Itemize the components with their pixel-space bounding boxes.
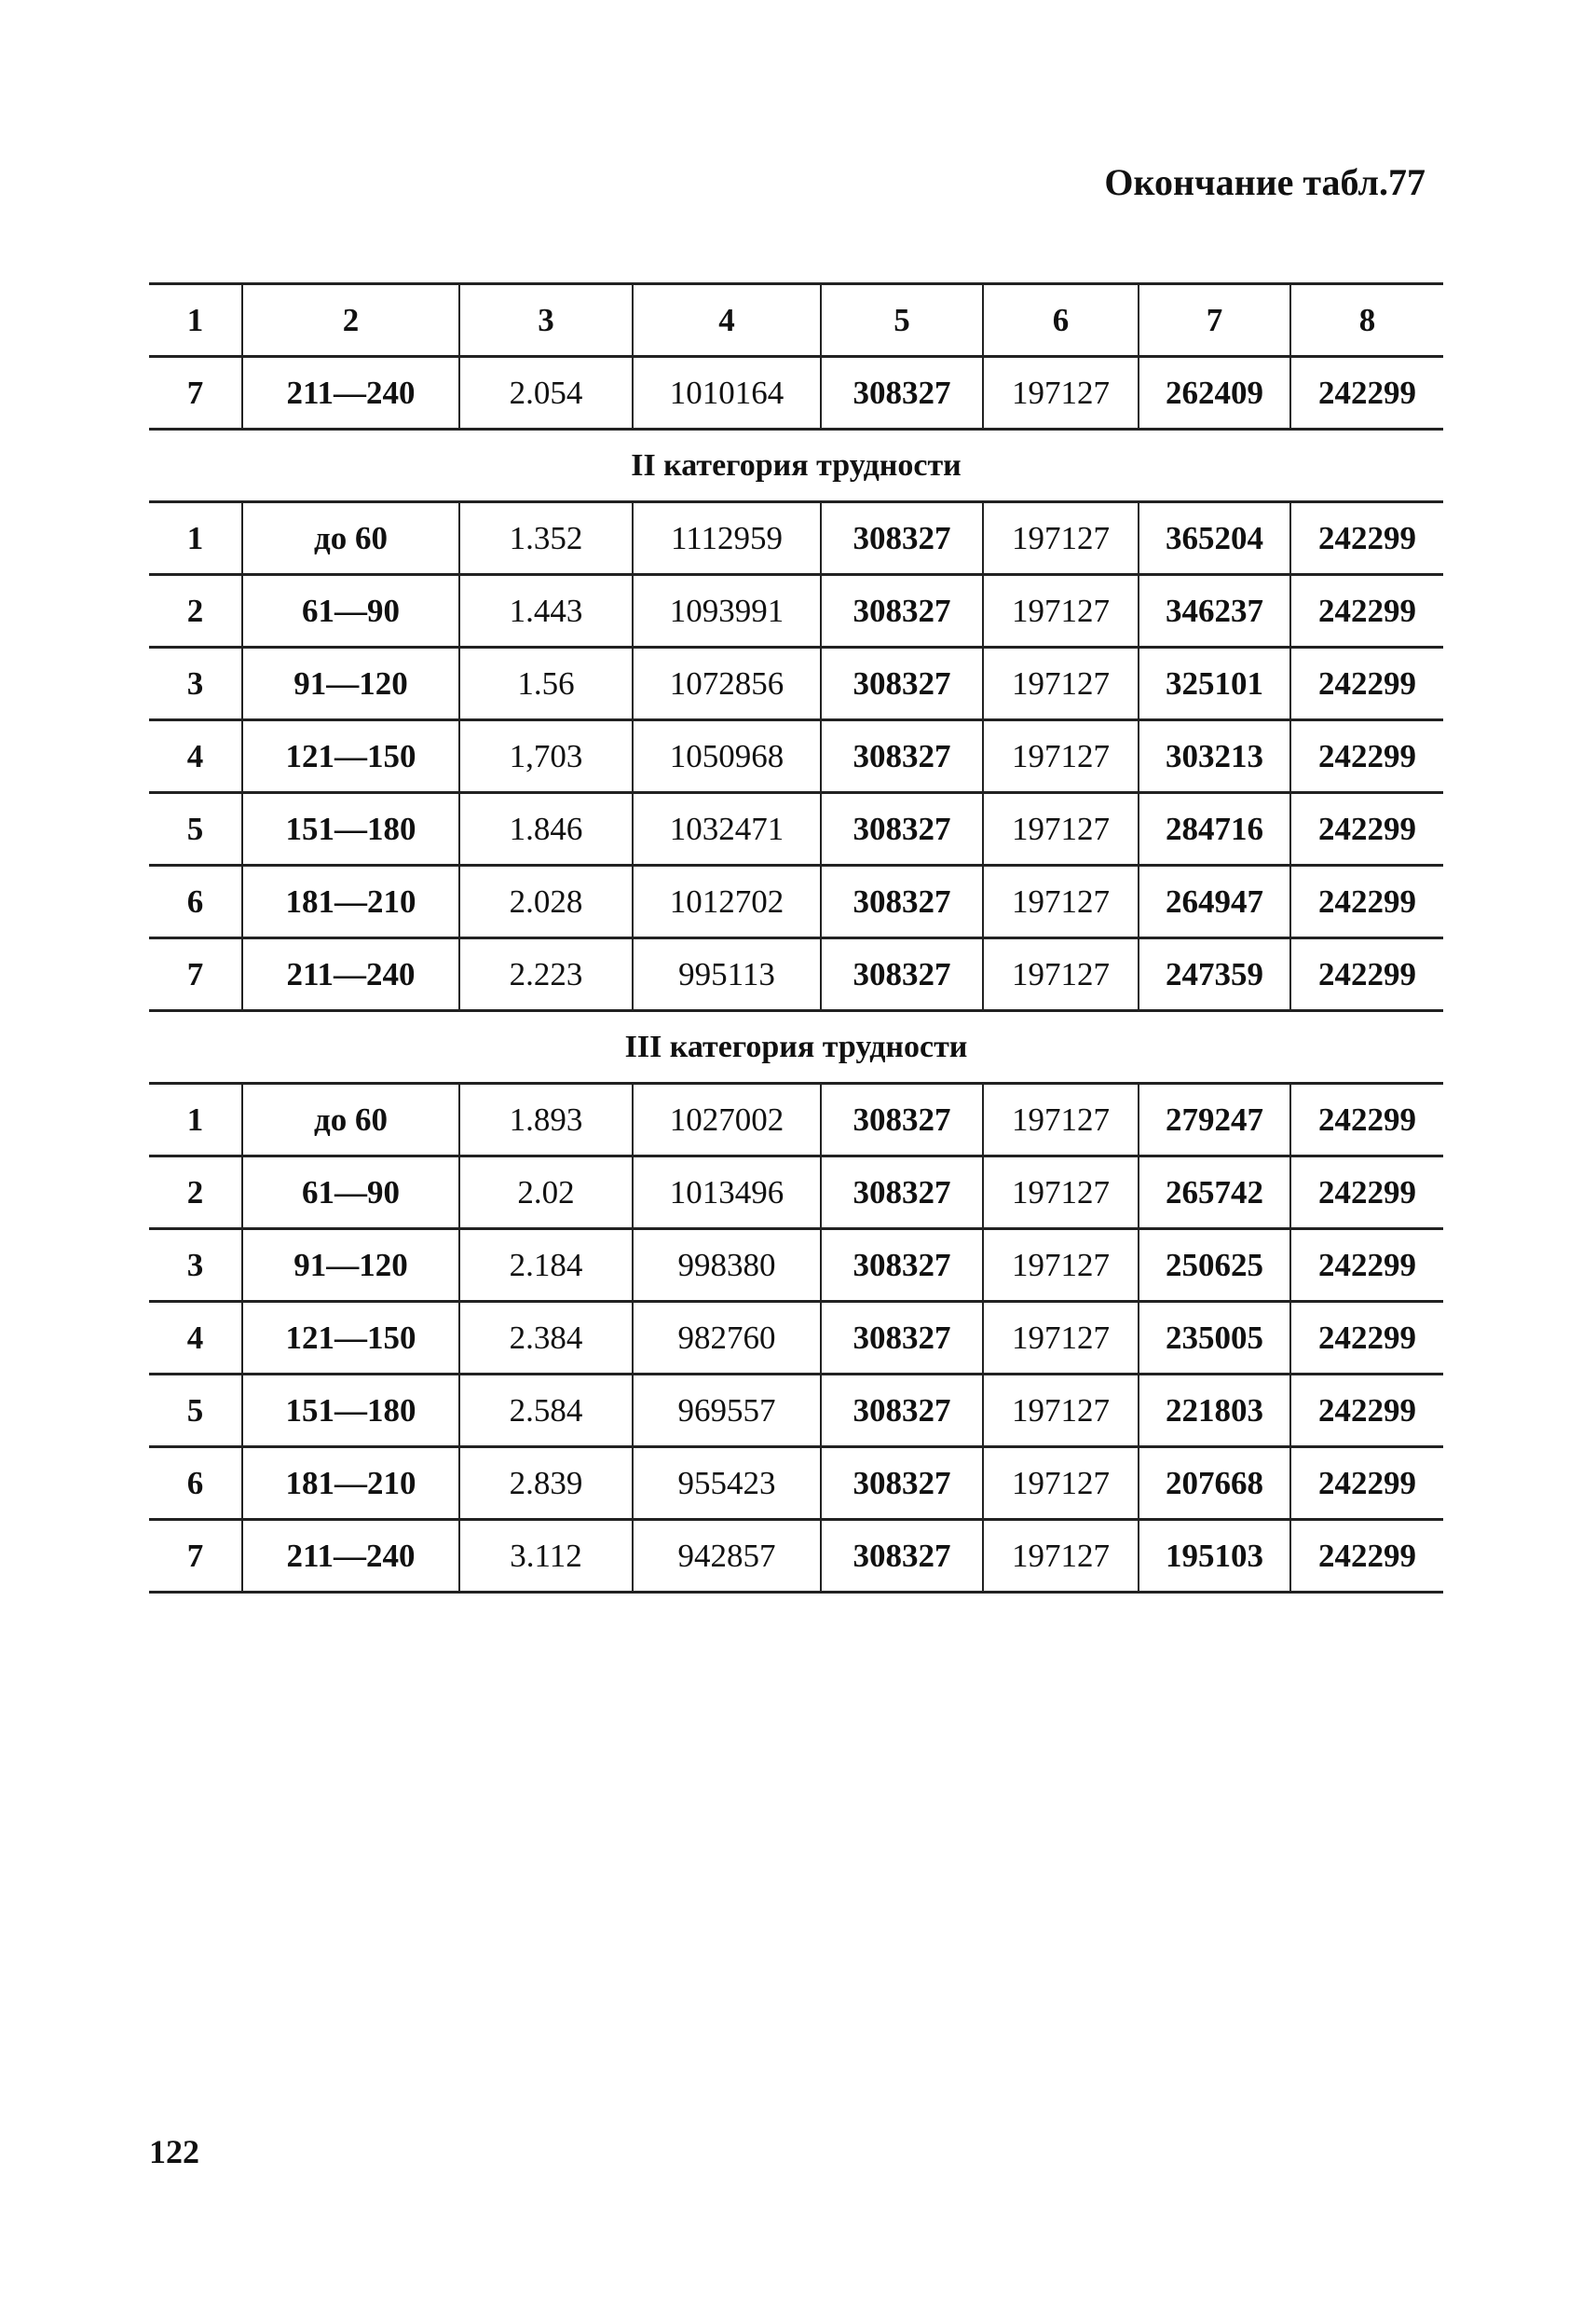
table-cell: 308327	[821, 938, 983, 1011]
table-cell: 264947	[1139, 866, 1290, 938]
table-cell: 2.02	[459, 1156, 633, 1229]
table-cell: 284716	[1139, 793, 1290, 866]
table-cell: 1.846	[459, 793, 633, 866]
table-cell: 91—120	[242, 648, 459, 720]
table-cell: 211—240	[242, 938, 459, 1011]
table-cell: 308327	[821, 575, 983, 648]
table-cell: 308327	[821, 502, 983, 575]
table-cell: 211—240	[242, 357, 459, 430]
table-cell: 7	[149, 1520, 242, 1593]
table-row	[149, 1229, 1443, 1302]
table-row	[149, 720, 1443, 793]
table-cell: 7	[149, 938, 242, 1011]
header-cell: 4	[633, 284, 821, 357]
header-cell: 7	[1139, 284, 1290, 357]
table-cell: 61—90	[242, 575, 459, 648]
table-cell: 242299	[1290, 575, 1443, 648]
table-cell: 942857	[633, 1520, 821, 1593]
table-cell: 242299	[1290, 357, 1443, 430]
table-cell: 242299	[1290, 1447, 1443, 1520]
table-cell: 1050968	[633, 720, 821, 793]
table-cell: 308327	[821, 866, 983, 938]
table-cell: 242299	[1290, 648, 1443, 720]
table-cell: 242299	[1290, 1302, 1443, 1375]
table-cell: 242299	[1290, 1375, 1443, 1447]
table-cell: 7	[149, 357, 242, 430]
section-title: III категория трудности	[149, 1011, 1443, 1084]
table-cell: 197127	[983, 357, 1139, 430]
table-row	[149, 575, 1443, 648]
table-row	[149, 357, 1443, 430]
table-cell: 91—120	[242, 1229, 459, 1302]
table-cell: 1093991	[633, 575, 821, 648]
table-cell: 308327	[821, 1447, 983, 1520]
header-cell: 1	[149, 284, 242, 357]
table-row	[149, 1375, 1443, 1447]
table-cell: 1072856	[633, 648, 821, 720]
table-cell: 207668	[1139, 1447, 1290, 1520]
table-cell: 6	[149, 866, 242, 938]
table-row	[149, 1302, 1443, 1375]
header-row	[149, 284, 1443, 357]
table-cell: 265742	[1139, 1156, 1290, 1229]
table-body	[149, 284, 1443, 1593]
table-cell: 2.054	[459, 357, 633, 430]
table-cell: 242299	[1290, 1156, 1443, 1229]
table-cell: 197127	[983, 793, 1139, 866]
header-cell: 2	[242, 284, 459, 357]
table-cell: 308327	[821, 720, 983, 793]
table-cell: 242299	[1290, 1520, 1443, 1593]
table-cell: 1032471	[633, 793, 821, 866]
table-cell: 197127	[983, 648, 1139, 720]
table-cell: 1	[149, 502, 242, 575]
table-cell: 242299	[1290, 720, 1443, 793]
table-cell: 121—150	[242, 720, 459, 793]
table-cell: 235005	[1139, 1302, 1290, 1375]
table-cell: 5	[149, 1375, 242, 1447]
table-cell: 6	[149, 1447, 242, 1520]
table-cell: 197127	[983, 1229, 1139, 1302]
table-cell: 181—210	[242, 1447, 459, 1520]
table-cell: 242299	[1290, 1084, 1443, 1156]
table-cell: 308327	[821, 1375, 983, 1447]
table-cell: 308327	[821, 1520, 983, 1593]
table-cell: 308327	[821, 1156, 983, 1229]
table-cell: 197127	[983, 720, 1139, 793]
table-cell: 2.184	[459, 1229, 633, 1302]
table-row	[149, 648, 1443, 720]
table-row	[149, 1447, 1443, 1520]
table-cell: 1013496	[633, 1156, 821, 1229]
table-cell: 197127	[983, 502, 1139, 575]
table-cell: 3.112	[459, 1520, 633, 1593]
table-row	[149, 866, 1443, 938]
table-cell: 197127	[983, 1084, 1139, 1156]
table-row	[149, 1520, 1443, 1593]
table-cell: 2.839	[459, 1447, 633, 1520]
table-cell: 308327	[821, 1302, 983, 1375]
table-row	[149, 1156, 1443, 1229]
table-cell: 955423	[633, 1447, 821, 1520]
section-row-iii	[149, 1011, 1443, 1084]
header-cell: 8	[1290, 284, 1443, 357]
header-cell: 3	[459, 284, 633, 357]
table-cell: 1.352	[459, 502, 633, 575]
table-cell: 308327	[821, 648, 983, 720]
table-row	[149, 938, 1443, 1011]
table-cell: 346237	[1139, 575, 1290, 648]
table-cell: 2.223	[459, 938, 633, 1011]
table-cell: 3	[149, 1229, 242, 1302]
table-cell: 197127	[983, 1302, 1139, 1375]
table-cell: 151—180	[242, 793, 459, 866]
table-cell: 1	[149, 1084, 242, 1156]
table-cell: 308327	[821, 1084, 983, 1156]
table-cell: 1027002	[633, 1084, 821, 1156]
table-cell: 998380	[633, 1229, 821, 1302]
header-cell: 6	[983, 284, 1139, 357]
table-cell: 2	[149, 1156, 242, 1229]
table-cell: 250625	[1139, 1229, 1290, 1302]
table-cell: 197127	[983, 866, 1139, 938]
table-cell: 2.584	[459, 1375, 633, 1447]
table-cell: 247359	[1139, 938, 1290, 1011]
table-cell: 2	[149, 575, 242, 648]
table-cell: 242299	[1290, 502, 1443, 575]
table-row	[149, 793, 1443, 866]
table-cell: 969557	[633, 1375, 821, 1447]
table-cell: до 60	[242, 502, 459, 575]
page-number: 122	[149, 2133, 199, 2170]
table-cell: 3	[149, 648, 242, 720]
table-cell: 262409	[1139, 357, 1290, 430]
table-cell: 2.028	[459, 866, 633, 938]
table-cell: 197127	[983, 1447, 1139, 1520]
table-cell: 197127	[983, 938, 1139, 1011]
table-cell: 221803	[1139, 1375, 1290, 1447]
table-cell: 242299	[1290, 866, 1443, 938]
table-cell: 121—150	[242, 1302, 459, 1375]
table-cell: 279247	[1139, 1084, 1290, 1156]
table-cell: 1112959	[633, 502, 821, 575]
table-cell: 195103	[1139, 1520, 1290, 1593]
table-cell: 151—180	[242, 1375, 459, 1447]
table-cell: 5	[149, 793, 242, 866]
table-cell: 303213	[1139, 720, 1290, 793]
table-cell: 1012702	[633, 866, 821, 938]
table-cell: 197127	[983, 1520, 1139, 1593]
table-cell: 1.443	[459, 575, 633, 648]
table-cell: 4	[149, 1302, 242, 1375]
table-cell: 995113	[633, 938, 821, 1011]
table-cell: 211—240	[242, 1520, 459, 1593]
table-cell: 1010164	[633, 357, 821, 430]
table-cell: 242299	[1290, 938, 1443, 1011]
section-title: II категория трудности	[149, 430, 1443, 502]
table-cell: 1.893	[459, 1084, 633, 1156]
section-row-ii	[149, 430, 1443, 502]
table-cell: 61—90	[242, 1156, 459, 1229]
table-cell: 308327	[821, 793, 983, 866]
data-table	[149, 282, 1443, 1594]
table-caption: Окончание табл.77	[1104, 161, 1425, 203]
table-cell: 242299	[1290, 793, 1443, 866]
table-cell: 308327	[821, 1229, 983, 1302]
table-cell: 197127	[983, 575, 1139, 648]
table-cell: 181—210	[242, 866, 459, 938]
table-cell: 982760	[633, 1302, 821, 1375]
table-cell: 197127	[983, 1375, 1139, 1447]
table-cell: до 60	[242, 1084, 459, 1156]
table-cell: 197127	[983, 1156, 1139, 1229]
table-row	[149, 502, 1443, 575]
table-cell: 365204	[1139, 502, 1290, 575]
table-cell: 325101	[1139, 648, 1290, 720]
header-cell: 5	[821, 284, 983, 357]
table-cell: 2.384	[459, 1302, 633, 1375]
table-cell: 1,703	[459, 720, 633, 793]
table-cell: 308327	[821, 357, 983, 430]
table-cell: 4	[149, 720, 242, 793]
table-cell: 1.56	[459, 648, 633, 720]
table-cell: 242299	[1290, 1229, 1443, 1302]
table-row	[149, 1084, 1443, 1156]
